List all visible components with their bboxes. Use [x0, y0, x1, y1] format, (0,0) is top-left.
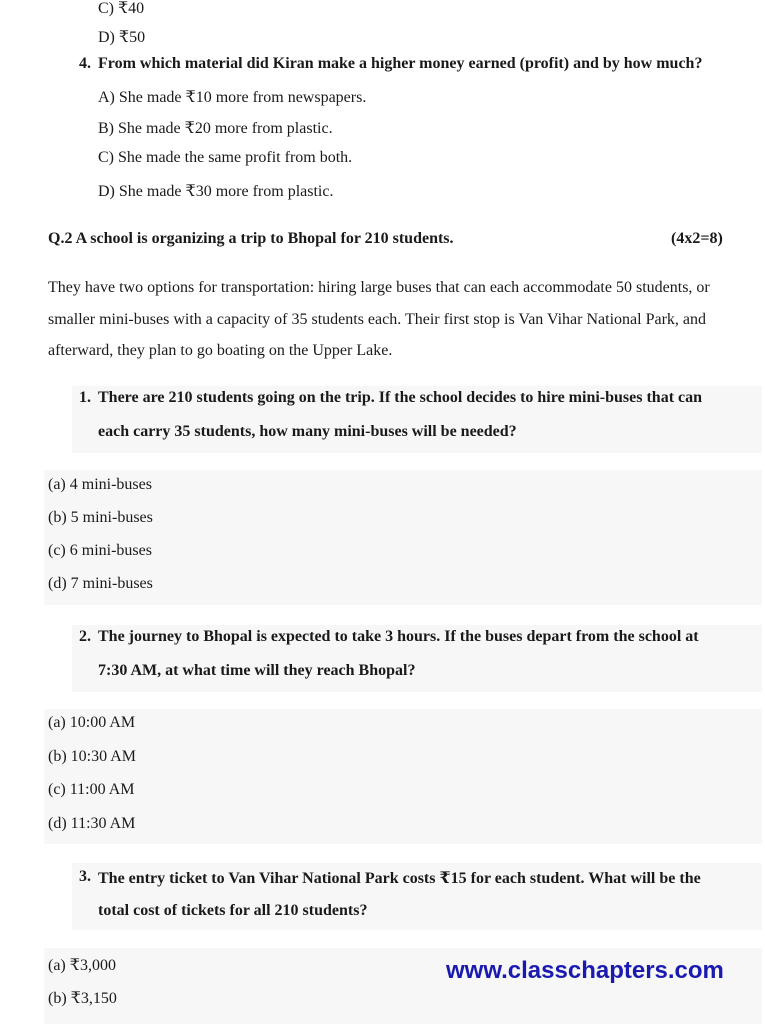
sub3-option-a: (a) ₹3,000 [48, 957, 116, 974]
q2-heading: Q.2 A school is organizing a trip to Bhopal for 210 students. [48, 230, 454, 247]
sub2-option-b: (b) 10:30 AM [48, 748, 136, 765]
q4-option-a: A) She made ₹10 more from newspapers. [98, 89, 367, 106]
sub2-line-1: The journey to Bhopal is expected to take 3 hours. If the buses depart from the school at [98, 628, 699, 645]
sub1-option-d: (d) 7 mini-buses [48, 575, 153, 592]
sub2-option-a: (a) 10:00 AM [48, 714, 136, 731]
sub3-line-2: total cost of tickets for all 210 students? [98, 902, 368, 919]
sub3-number: 3. [79, 868, 91, 885]
sub1-number: 1. [79, 389, 91, 406]
q2-intro-line-1: They have two options for transportation: hiring large buses that can each accommodate 50 students, or [48, 279, 710, 296]
q2-intro-line-2: smaller mini-buses with a capacity of 35 students each. Their first stop is Van Vihar National Park, and [48, 311, 707, 328]
watermark-url: www.classchapters.com [446, 957, 724, 984]
sub2-options-shade [44, 709, 762, 844]
sub1-line-2: each carry 35 students, how many mini-buses will be needed? [98, 423, 517, 440]
q4-text: From which material did Kiran make a higher money earned (profit) and by how much? [98, 55, 703, 72]
sub2-option-c: (c) 11:00 AM [48, 781, 135, 798]
sub3-line-1: The entry ticket to Van Vihar National Park costs ₹15 for each student. What will be the [98, 870, 701, 887]
sub2-line-2: 7:30 AM, at what time will they reach Bhopal? [98, 662, 416, 679]
sub2-option-d: (d) 11:30 AM [48, 815, 136, 832]
sub1-option-c: (c) 6 mini-buses [48, 542, 152, 559]
q2-intro-line-3: afterward, they plan to go boating on the Upper Lake. [48, 342, 393, 359]
sub1-option-b: (b) 5 mini-buses [48, 509, 153, 526]
sub1-line-1: There are 210 students going on the trip. If the school decides to hire mini-buses that can [98, 389, 703, 406]
sub3-option-b: (b) ₹3,150 [48, 990, 117, 1007]
q4-option-c: C) She made the same profit from both. [98, 149, 353, 166]
q4-option-d: D) She made ₹30 more from plastic. [98, 183, 334, 200]
q1-option-c: C) ₹40 [98, 0, 145, 17]
q1-option-d: D) ₹50 [98, 29, 146, 46]
sub2-number: 2. [79, 628, 91, 645]
q4-option-b: B) She made ₹20 more from plastic. [98, 120, 333, 137]
sub1-option-a: (a) 4 mini-buses [48, 476, 152, 493]
q2-marks: (4x2=8) [671, 230, 723, 247]
q4-number: 4. [79, 55, 91, 72]
